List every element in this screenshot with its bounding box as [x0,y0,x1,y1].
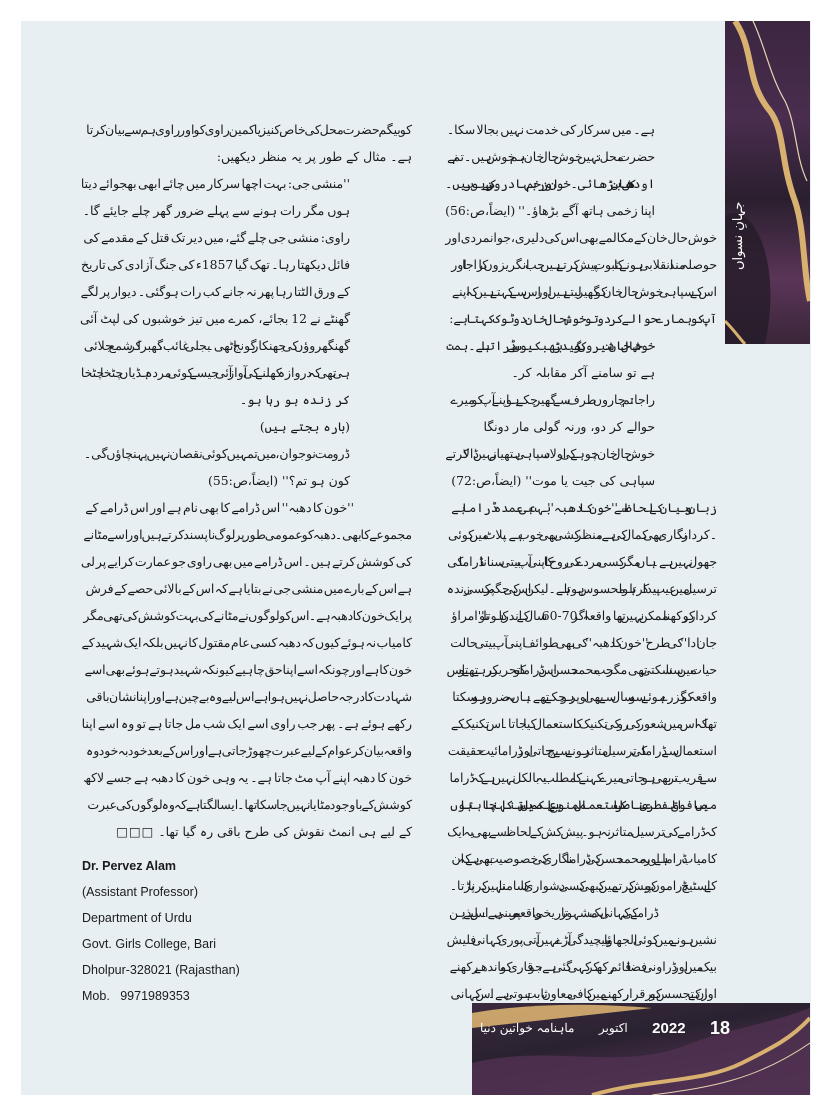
issue-year: 2022 [652,1019,686,1037]
end-of-article-marks: □□□ [116,824,155,839]
line-text: راوی: منشی جی چلے گئے، میں دیر تک قتل کے مقدمے کی [83,230,350,245]
magazine-name: ماہنامہ خواتین دنیا [480,1021,575,1035]
article-line [445,926,717,953]
article-column-right [445,116,717,1007]
article-line [445,494,717,521]
line-text: حضرت محل: نہیں خوش حال خان، ہم خوش ہیں۔تم نے [447,149,655,164]
line-text: آپ کو ہمارے حوالے کر دو تو خوش حال خان دو ٹوک کہتا ہے: [449,311,717,326]
line-text: حوصلہ مند انقلابی ہونے کا ثبوت پیش کرتے ہیں جب انگریزوں کا راجا اور [451,257,717,272]
article-line [445,440,717,467]
gold-wave-decoration [725,21,810,344]
line-text: اودھ کی شان بڑھائی۔خون اور زخم بہادروں کے زیور ہیں۔ [445,176,655,191]
issue-month: اکتوبر [598,1021,628,1035]
line-text: خون کا ہے اور چونکہ اسے اپنا حق چاہیے کیونکہ شہید ہوتے ہوئے بھی اسے [84,662,412,677]
article-line [80,494,412,521]
line-text: ۔کردار نگاری بھی کمال کی ہے، منظر کشی بھی خوب ہے۔ پلاٹ میں کوئی [447,527,717,542]
line-text: پر ایک خون کا دھبہ ہے۔ اس کو لوگوں نے مٹانے کی بہت کوشش کی تھی مگر [83,608,412,623]
line-text: شہادت کا درجہ حاصل نہیں ہوا ہے اس لیے وہ بے چین ہے اور اپنا نشان باقی [86,689,412,704]
author-signature [82,853,240,1009]
line-text: سپاہی کی جیت یا موت'' (ایضاً،ص:72) [451,473,655,488]
article-line [80,791,412,818]
line-text: فائل دیکھتا رہا۔ تھک گیا 1857ء کی جنگ آزادی کی تاریخ [81,257,350,272]
article-line [80,251,412,278]
line-text: واقعہ کو گزرے ہوئے سو سال سے بھی اوپر ہو چکے تھے۔ ہاں یہ ضرور ہو سکتا [452,689,717,704]
article-line [80,602,412,629]
line-text: خون کا دھبہ اپنے آپ مٹ جاتا ہے۔ یہ وہی خون کا دھبہ ہے جسے لاکھ [83,770,412,785]
article-line [445,953,717,980]
article-line [445,710,717,737]
line-text: رکھے ہوئے ہے۔ پھر جب راوی اسے ایک شب مل جاتا ہے تو وہ اسے اپنا [81,716,412,731]
article-line [80,710,412,737]
line-text: کی کوشش کرتے ہیں۔ اس ڈرامے میں بھی راوی جو عمارت کرایے پر لی [80,554,412,569]
line-text: ''خون کا دھبہ'' اس ڈرامے کا بھی نام ہے اور اس ڈرامے کے [85,500,354,515]
article-line [445,143,717,170]
article-line [445,197,717,224]
article-line [445,683,717,710]
line-text: راجا: تم چاروں طرف سے گھیر چکے ہو اپنے آپ کو میرے [450,392,655,407]
line-text: (بارہ بجتے ہیں) [259,419,350,434]
author-college: Govt. Girls College, Bari [82,937,217,951]
line-text: تھا کہ اس میں شعور کی رو کی تکنیک کا استعمال کیا جاتا۔ اس تکنیک کے [450,716,717,731]
line-text: کو بیگم حضرت محل کی خاص کنیز یا کمین راوی کو اور راوی ہم سے بیان کرتا [86,122,412,137]
article-line [445,521,717,548]
line-text: ہے تو سامنے آکر مقابلہ کر۔ [511,365,655,380]
author-city: Dholpur-328021 (Rajasthan) [82,963,240,977]
article-line [445,413,717,440]
article-line [445,845,717,872]
section-title: جہانِ نسواں [731,201,746,271]
article-line [445,602,717,629]
line-text: خوش حال خان کے مکالمے بھی اس کی دلیری، جوانمردی اور [445,230,717,245]
line-text: ڈرامے کی کہانی ایک مشہور تاریخی واقعہ پر مبنی ہے۔ اس لیے ذہن [449,905,659,920]
article-line [80,548,412,575]
article-line [445,278,717,305]
article-line [80,386,412,413]
mobile-number: 9971989353 [120,989,190,1003]
line-text: استعمال سے ڈراما کی ترسیل متاثر ہونے سے بچ جاتی اور ڈرامائیت حقیقت [447,743,717,758]
article-line [80,305,412,332]
article-line [80,224,412,251]
article-line [445,629,717,656]
article-line [80,278,412,305]
line-text: حوالے کر دو، ورنہ گولی مار دونگا [483,419,655,434]
line-text: زبان و بیان کے لحاظ سے ''خون کا دھبہ'' بہت ہی عمدہ ڈراما ہے [451,500,717,515]
article-line [80,143,412,170]
line-text: واقعہ بیان کر عوام کے لیے عبرت چھوڑ جاتی ہے اور اس کے بعد خود بہ خود وہ [86,743,412,758]
article-line [80,413,412,440]
article-line [445,818,717,845]
article-line [445,224,717,251]
article-line [445,332,717,359]
line-text: کامیاب ڈراما ہے اور یہ محمد حسن کی ڈراما نگاری کی خصوصیت بھی ہے کہ ان [451,851,717,866]
line-text: کے اسٹیج ڈراموں کو پیش کرتے میں کبھی کسی دشواری کا سامنا نہیں کرنا پڑتا۔ [449,878,717,893]
article-line [80,467,412,494]
line-text: ڈرو مت نوجوان، میں تمہیں کوئی نقصان نہیں پہنچاؤں گی۔ [83,446,350,461]
article-line [445,656,717,683]
footer-info [480,1013,730,1043]
line-text: کر زندہ ہو رہا ہو۔ [239,392,350,407]
line-text: مجموعے کا بھی۔ دھبہ کو عمومی طور پر لوگ ناپسند کرتے ہیں اور اسے مٹانے [83,527,412,542]
line-text: ہے۔ مثال کے طور پر یہ منظر دیکھیں: [216,149,412,164]
article-line [445,116,717,143]
footer-banner [472,1003,810,1095]
line-text: نشیں ہونے میں کوئی الجھاؤ یا پیچیدگی آڑے نہیں آتی، پوری کہانی فلیش [446,932,717,947]
line-text: اپنا زخمی ہاتھ آگے بڑھاؤ۔'' (ایضاً،ص:56) [445,203,655,218]
line-text: خوش حال خان: چوہے کی اولاد سپاہی ہتھیار نہیں ڈالا کرتے [445,446,655,461]
article-line [80,116,412,143]
article-line [445,872,717,899]
line-text: حیات میں سنا سکتی تھی۔ مگر جب محمد حسن اس ڈراما کو تحریر کر رہے تھے تو اس [446,662,717,677]
article-line [445,170,717,197]
section-banner [725,21,810,344]
author-name: Dr. Pervez Alam [82,859,177,873]
article-line [445,359,717,386]
line-text: بیک میں اور ڈراونی فضا قائم رکھ کر کہی گئی ہے، جو قاری کو باندھے رکھنے [449,959,717,974]
line-text: ترسیل میں عیب پیدا کرتا ہوا محسوس ہوتا ہے۔لیکن اس کی جگہ پر کسی زندہ [446,581,717,596]
author-department: Department of Urdu [82,911,192,925]
page-number: 18 [709,1017,730,1038]
line-text: جھول نہیں ہے۔ ہاں مگر کسی مردے کی روح کا اپنی آپ بیتی سنانا ڈراما کی [447,554,717,569]
article-line [80,440,412,467]
line-text: کے ورق الٹتا رہا پھر نہ جانے کب رات ہوگئی۔ دیوار پر لگے [80,284,350,299]
line-text: اس کے سپاہی خوش حال خان کو گھیر لیتے ہیں اور اس سے کہتے ہیں کہ اپنے [451,284,717,299]
article-line [80,359,412,386]
article-line [445,467,717,494]
author-designation: (Assistant Professor) [82,885,199,899]
article-line [80,575,412,602]
article-column-left [80,116,412,845]
article-line [445,764,717,791]
article-line [80,197,412,224]
line-text: کامیاب نہ ہوئے کیوں کہ دھبہ کسی عام مقتول کا نہیں بلکہ ایک شہید کے [81,635,412,650]
article-line [80,170,412,197]
article-line [445,899,717,926]
article-line [445,305,717,332]
article-line [80,521,412,548]
line-text: کہ ڈرامے کی ترسیل متاثر نہ ہو۔ پیش کش کے لحاظ سے بھی یہ ایک [447,824,717,839]
line-text: ہے۔ میں سرکار کی خدمت نہیں بجالا سکا۔ [446,122,655,137]
article-line [80,737,412,764]
line-text: ہی تھی کہ دروازہ کھلنے کی آواز آئی جیسے کوئی مردہ ہڈیاں چٹخا چٹخا [80,365,350,380]
author-mobile [82,983,240,1009]
article-line [445,791,717,818]
line-text: کون ہو تم؟'' (ایضاً،ص:55) [208,473,350,488]
line-text: خوش حال خان: شیروں کو گیدڑ بھبکیوں سے ڈراتا ہے۔ہمت [446,338,655,353]
article-line [80,764,412,791]
mobile-label: Mob. [82,989,110,1003]
article-line [80,818,412,845]
line-text: جان ادا'' کی طرح ''خون کا دھبہ'' کی بھی طوائف اپنی آپ بیتی حالت [450,635,717,650]
article-line [445,575,717,602]
line-text: کوشش کے باوجود مٹایا نہیں جا سکا تھا۔ ایسا لگتا ہے کہ وہ لوگوں کی عبرت [87,797,412,812]
line-text: ہوں مگر رات ہونے سے پہلے ضرور گھر چلے جایئے گا۔ [82,203,350,218]
article-line [445,548,717,575]
line-text: گھنگھروؤں کی جھنکار گونج اٹھی۔ بجلی غائب، گھبرا کر شمع جلائی [83,338,350,353]
article-line [80,332,412,359]
article-line [80,656,412,683]
line-text: ہے اس کے بارے میں منشی جی نے بتایا ہے کہ اس کے بالائی حصے کے فرش [85,581,412,596]
line-text: کردار کو رکھنا ممکن نہیں تھا۔ واقعہ اگر 70-60 سال کے اندر کا ہوتا تو ''امراؤ [451,608,717,623]
article-line [445,251,717,278]
article-line [80,683,412,710]
line-text: میں مافوق الفطری عناصر کا استعمال ممنوع ہے بلکہ میں بس اتنا کہنا چاہتا ہوں [450,797,717,812]
article-line [445,386,717,413]
line-text: اور ان کے تجسس کو برقرار رکھنے میں کافی معاون ثابت ہوتی ہے۔ اس کہانی [450,986,717,1001]
article-line [80,629,412,656]
line-text: گھنٹے نے 12 بجائے، کمرے میں تیز خوشبوں کی لپٹ آئی [80,311,350,326]
line-text: کے لیے ہی انمٹ نقوش کی طرح باقی رہ گیا تھا۔ [158,824,412,839]
article-line [445,737,717,764]
line-text: ''منشی جی: بہت اچھا سرکار میں چائے ابھی بھجوائے دیتا [80,176,350,191]
line-text: سے قریب تر بھی ہو جاتی میرے کہنے کا مطلب یہ بالکل نہیں ہے کہ ڈراما [449,770,717,785]
